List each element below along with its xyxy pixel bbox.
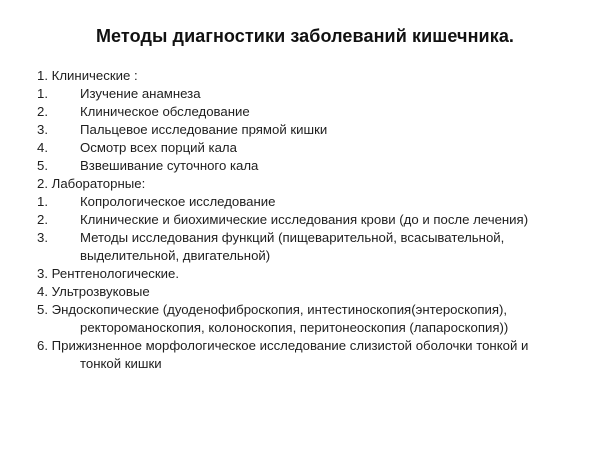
- list-line: [37, 211, 597, 229]
- list-line: [37, 67, 597, 85]
- item-number: 1.: [37, 194, 48, 209]
- line-text: Пальцевое исследование прямой кишки: [80, 122, 328, 137]
- line-text: Методы исследования функций (пищеварительной, всасывательной,: [80, 230, 505, 245]
- item-number: 4.: [37, 140, 48, 155]
- line-text: Осмотр всех порций кала: [80, 140, 237, 155]
- list-line: [37, 175, 597, 193]
- list-line: [37, 319, 597, 337]
- list-line: [37, 301, 597, 319]
- line-text: Клиническое обследование: [80, 104, 250, 119]
- list-line: [37, 229, 597, 247]
- item-number: 1.: [37, 86, 48, 101]
- methods-list: [37, 67, 597, 373]
- line-text: 4. Ультрозвуковые: [37, 284, 150, 299]
- line-text: 5. Эндоскопические (дуоденофиброскопия, интестиноскопия(энтероскопия),: [37, 302, 508, 317]
- line-text: Копрологическое исследование: [80, 194, 276, 209]
- list-line: [37, 103, 597, 121]
- list-line: [37, 121, 597, 139]
- list-line: [37, 85, 597, 103]
- list-line: [37, 337, 597, 355]
- line-text: выделительной, двигательной): [80, 248, 271, 263]
- item-number: 3.: [37, 230, 48, 245]
- list-line: [37, 157, 597, 175]
- line-text: 1. Клинические :: [37, 68, 138, 83]
- line-text: ректороманоскопия, колоноскопия, перитонеоскопия (лапароскопия)): [80, 320, 509, 335]
- line-text: 6. Прижизненное морфологическое исследование слизистой оболочки тонкой и: [37, 338, 529, 353]
- line-text: Изучение анамнеза: [80, 86, 201, 101]
- line-text: 2. Лабораторные:: [37, 176, 146, 191]
- line-text: Взвешивание суточного кала: [80, 158, 259, 173]
- item-number: 2.: [37, 104, 48, 119]
- list-line: [37, 283, 597, 301]
- list-line: [37, 193, 597, 211]
- item-number: 2.: [37, 212, 48, 227]
- list-line: [37, 355, 597, 373]
- list-line: [37, 265, 597, 283]
- item-number: 3.: [37, 122, 48, 137]
- list-line: [37, 139, 597, 157]
- line-text: тонкой кишки: [80, 356, 162, 371]
- list-line: [37, 247, 597, 265]
- line-text: Клинические и биохимические исследования крови (до и после лечения): [80, 212, 529, 227]
- item-number: 5.: [37, 158, 48, 173]
- slide-title: Методы диагностики заболеваний кишечника.: [95, 26, 515, 46]
- line-text: 3. Рентгенологические.: [37, 266, 180, 281]
